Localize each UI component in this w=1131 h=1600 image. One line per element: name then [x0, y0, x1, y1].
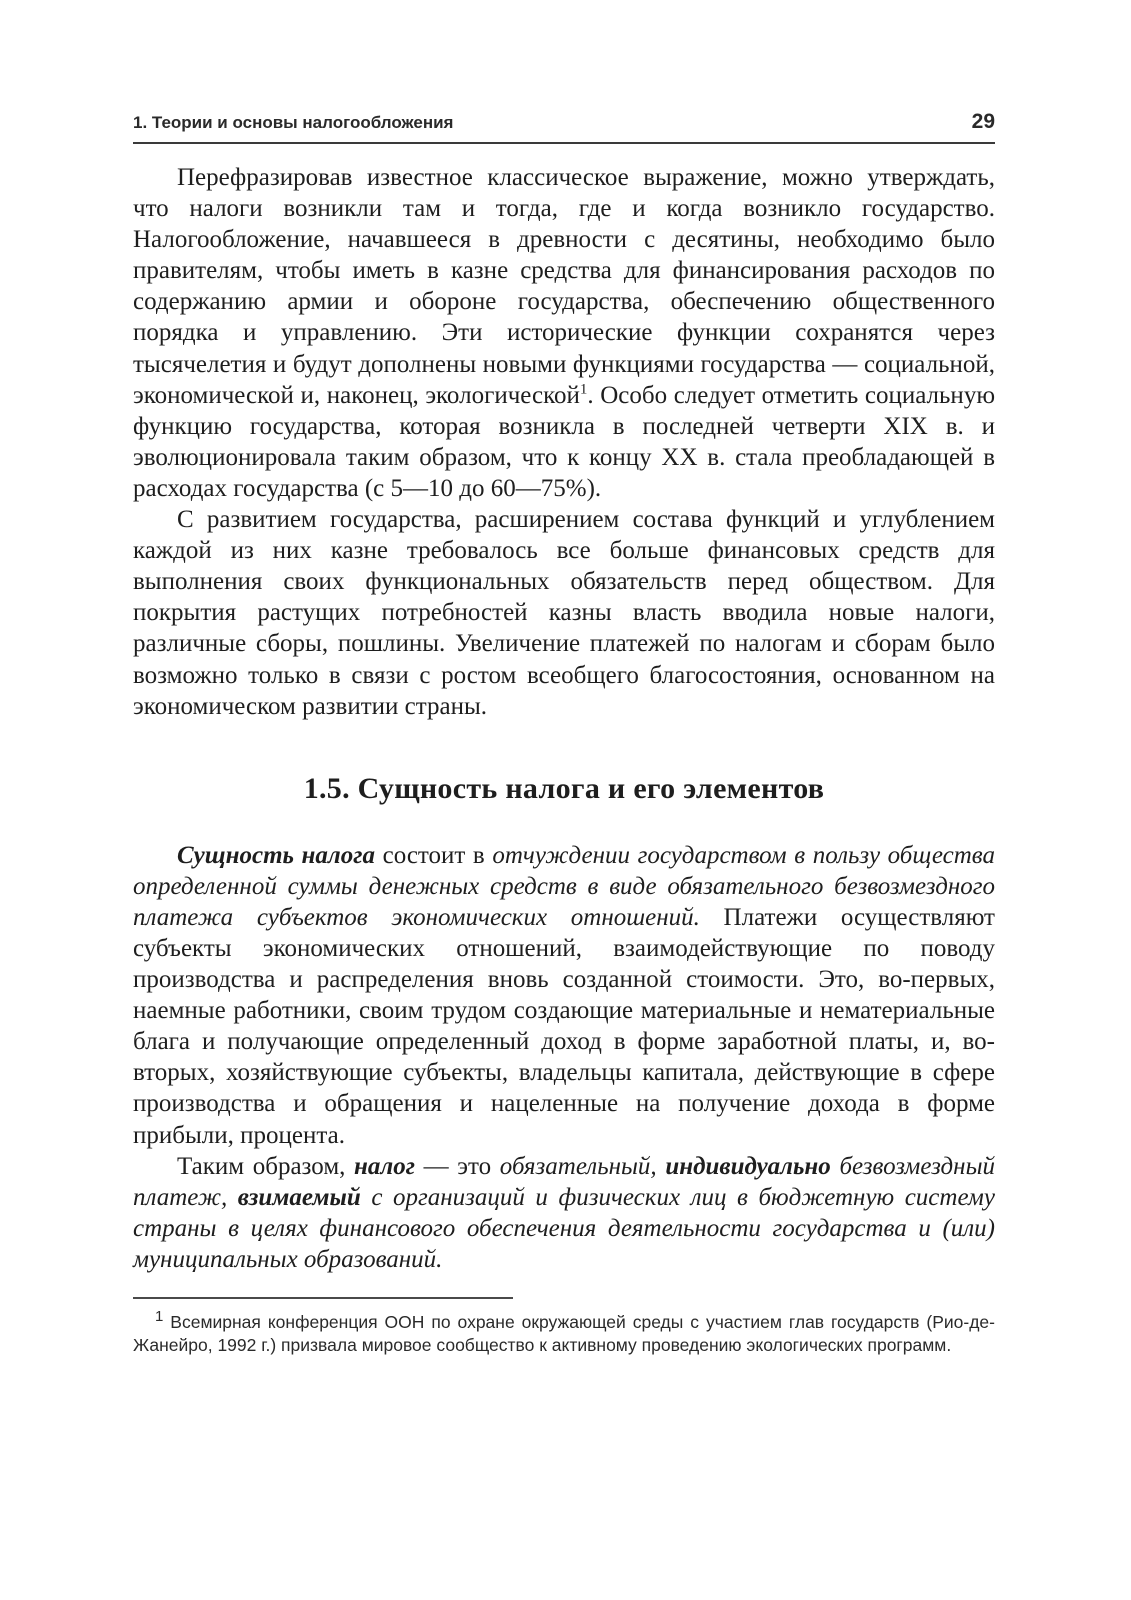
chapter-title: 1. Теории и основы налогообложения — [133, 113, 454, 132]
text-fragment: Таким образом, — [177, 1152, 355, 1180]
emphasis: индивидуально — [665, 1152, 831, 1180]
section-body — [133, 840, 995, 1275]
footnote-divider — [133, 1297, 513, 1299]
definition-italic: обязательный, — [499, 1152, 666, 1180]
emphasis: взимаемый — [237, 1183, 361, 1211]
body-text — [133, 162, 995, 722]
paragraph-1 — [133, 162, 995, 504]
book-page — [133, 110, 995, 1357]
text-fragment: — это — [414, 1152, 500, 1180]
section-paragraph-1 — [133, 840, 995, 1151]
footnote — [133, 1308, 995, 1357]
text-fragment: состоит в — [375, 841, 493, 869]
footnote-ref: 1 — [579, 381, 588, 398]
definition-italic: с организаций и физических лиц в бюджетную систему страны в целях финансового обеспечения деятельности государства и (или) муниципальных образований. — [133, 1183, 995, 1273]
definition-italic: безвозмездный платеж, — [133, 1152, 995, 1211]
term-tax: налог — [354, 1152, 415, 1180]
term-essence: Сущность налога — [177, 841, 375, 869]
text-fragment: Платежи осуществляют субъекты экономических отношений, взаимодействующие по поводу производства и распределения вновь созданной стоимости. Это, во-первых, наемные работники, своим трудом создающие материальные и нематериальные блага и получающие определенный доход в форме заработной платы, и, во-вторых, хозяйствующие субъекты, владельцы капитала, действующие в сфере производства и обращения и нацеленные на получение дохода в форме прибыли, процента. — [133, 903, 995, 1149]
definition-italic: отчуждении государством в пользу общества определенной суммы денежных средств в виде обязательного безвозмездного платежа субъектов экономических отношений. — [133, 841, 995, 931]
footnote-text: Всемирная конференция ООН по охране окружающей среды с участием глав государств (Рио-де-Жанейро, 1992 г.) призвала мировое сообщество к активному проведению экологических программ. — [133, 1312, 995, 1355]
section-heading: 1.5. Сущность налога и его элементов — [303, 771, 825, 805]
section-paragraph-2 — [133, 1151, 995, 1275]
footnote-marker: 1 — [155, 1308, 164, 1326]
running-header — [133, 110, 995, 144]
paragraph-2: С развитием государства, расширением состава функций и углублением каждой из них казне требовалось все больше финансовых средств для выполнения своих функциональных обязательств перед обществом. Для покрытия растущих потребностей казны власть вводила новые налоги, различные сборы, пошлины. Увеличение платежей по налогам и сборам было возможно только в связи с ростом всеобщего благосостояния, основанном на экономическом развитии страны. — [133, 506, 995, 720]
paragraph-1-continued: . Особо следует отметить социальную функцию государства, которая возникла в последней четверти XIX в. и эволюционировала таким образом, что к концу XX в. стала преобладающей в расходах государства (с 5—10 до 60—75%). — [133, 381, 995, 502]
paragraph-1-text: Перефразировав известное классическое выражение, можно утверждать, что налоги возникли там и тогда, где и когда возникло государство. Налогообложение, начавшееся в древности с десятины, необходимо было правителям, чтобы иметь в казне средства для финансирования расходов по содержанию армии и обороне государства, обеспечению общественного порядка и управлению. Эти исторические функции сохранятся через тысячелетия и будут дополнены новыми функциями государства — социальной, экономической и, наконец, экологической — [133, 164, 995, 409]
page-number: 29 — [971, 110, 995, 133]
